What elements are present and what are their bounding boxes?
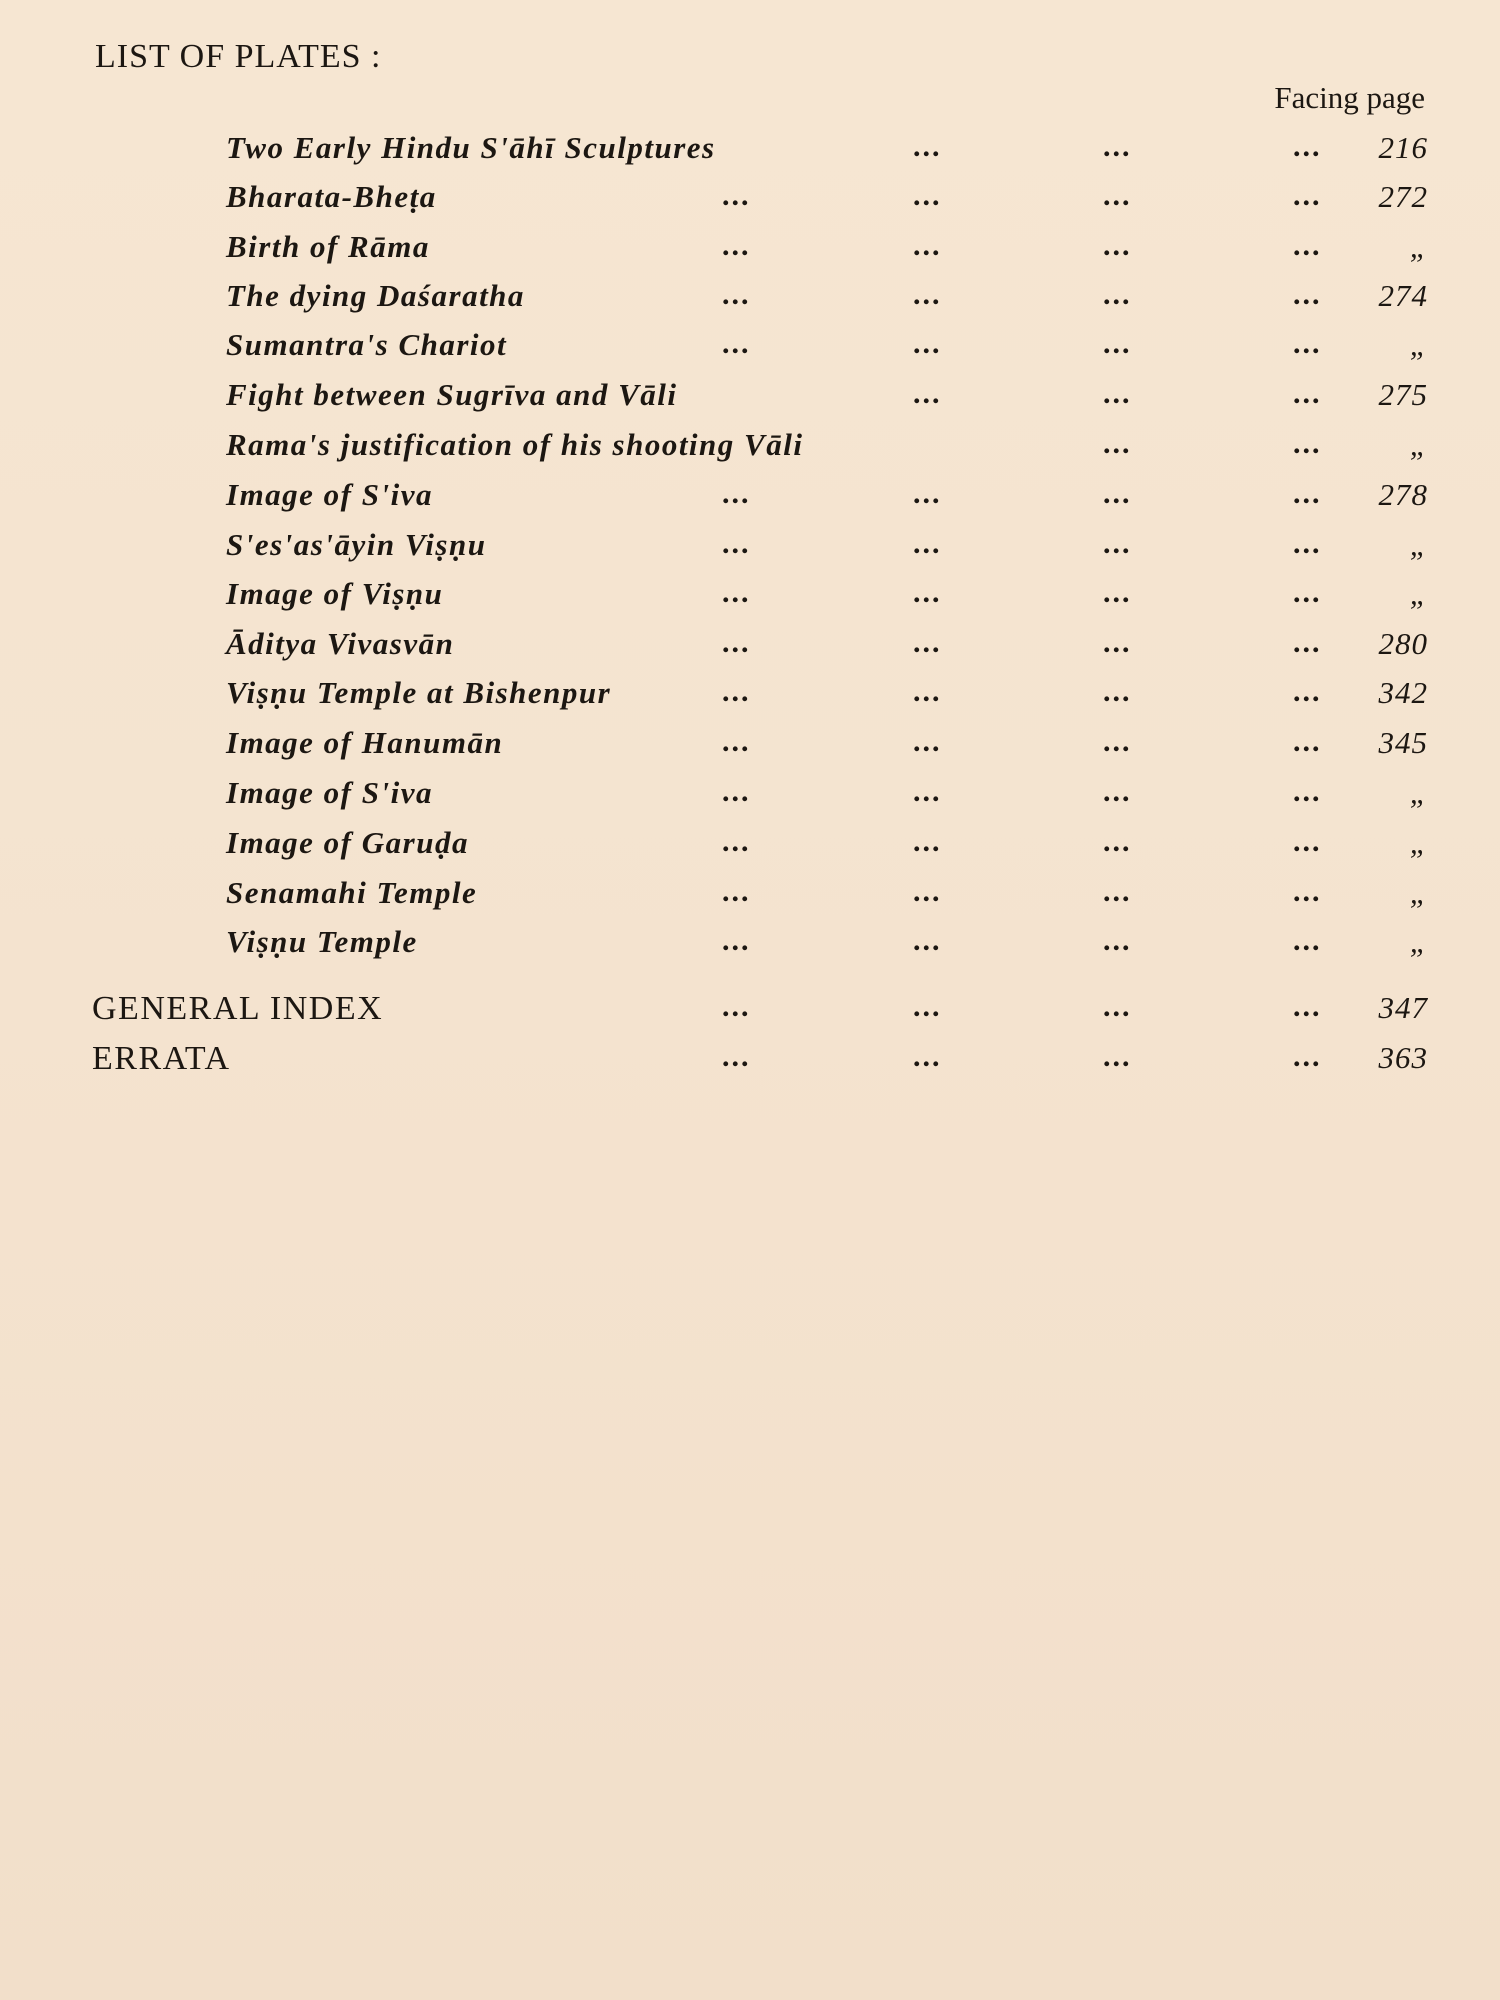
leader-dots: ... bbox=[722, 626, 751, 659]
leader-dots: ... bbox=[913, 825, 942, 858]
leader-dots: ... bbox=[1103, 1040, 1132, 1073]
page-number: 274 bbox=[1378, 278, 1428, 313]
leader-dots: ... bbox=[1293, 675, 1322, 708]
leader-dots: ... bbox=[1293, 1040, 1322, 1073]
leader-dots: ... bbox=[913, 875, 942, 908]
leader-dots: ... bbox=[1293, 327, 1322, 360]
leader-dots: ... bbox=[722, 825, 751, 858]
page-number: 272 bbox=[1378, 179, 1428, 214]
plate-title: Bharata-Bheṭa bbox=[226, 179, 437, 214]
plate-title: The dying Daśaratha bbox=[226, 278, 525, 313]
leader-dots: ... bbox=[913, 377, 942, 410]
leader-dots: ... bbox=[1103, 327, 1132, 360]
leader-dots: ... bbox=[913, 924, 942, 957]
plate-title: Sumantra's Chariot bbox=[226, 327, 508, 362]
leader-dots: ... bbox=[1293, 278, 1322, 311]
plate-title: Birth of Rāma bbox=[226, 229, 430, 264]
leader-dots: ... bbox=[913, 527, 942, 560]
leader-dots: ... bbox=[722, 775, 751, 808]
column-header: Facing page bbox=[1274, 80, 1425, 115]
plate-entry bbox=[0, 875, 1500, 921]
plate-entry bbox=[0, 377, 1500, 423]
page-number: 275 bbox=[1378, 377, 1428, 412]
plate-entry bbox=[0, 130, 1500, 176]
leader-dots: ... bbox=[1293, 725, 1322, 758]
plate-entry bbox=[0, 576, 1500, 622]
leader-dots: ... bbox=[722, 675, 751, 708]
section-title: GENERAL INDEX bbox=[92, 990, 384, 1027]
leader-dots: ... bbox=[913, 626, 942, 659]
plate-entry bbox=[0, 427, 1500, 473]
plate-title: Viṣṇu Temple bbox=[226, 924, 418, 959]
page-number: 363 bbox=[1378, 1040, 1428, 1075]
leader-dots: ... bbox=[1103, 875, 1132, 908]
page-number: „ bbox=[1409, 576, 1428, 611]
page-number: 278 bbox=[1378, 477, 1428, 512]
leader-dots: ... bbox=[1103, 924, 1132, 957]
plate-entry bbox=[0, 527, 1500, 573]
plate-title: Āditya Vivasvān bbox=[226, 626, 455, 661]
leader-dots: ... bbox=[913, 229, 942, 262]
leader-dots: ... bbox=[1293, 427, 1322, 460]
leader-dots: ... bbox=[722, 725, 751, 758]
page-number: „ bbox=[1409, 875, 1428, 910]
plate-title: Senamahi Temple bbox=[226, 875, 478, 910]
leader-dots: ... bbox=[1103, 775, 1132, 808]
leader-dots: ... bbox=[722, 527, 751, 560]
leader-dots: ... bbox=[1293, 179, 1322, 212]
leader-dots: ... bbox=[722, 1040, 751, 1073]
leader-dots: ... bbox=[913, 675, 942, 708]
plate-title: Image of S'iva bbox=[226, 775, 433, 810]
leader-dots: ... bbox=[913, 775, 942, 808]
leader-dots: ... bbox=[1103, 725, 1132, 758]
leader-dots: ... bbox=[722, 924, 751, 957]
page-number: 347 bbox=[1378, 990, 1428, 1025]
leader-dots: ... bbox=[722, 278, 751, 311]
section-title: ERRATA bbox=[92, 1040, 231, 1077]
leader-dots: ... bbox=[722, 179, 751, 212]
leader-dots: ... bbox=[913, 576, 942, 609]
page-number: „ bbox=[1409, 924, 1428, 959]
leader-dots: ... bbox=[1293, 990, 1322, 1023]
leader-dots: ... bbox=[913, 725, 942, 758]
leader-dots: ... bbox=[1293, 377, 1322, 410]
plate-title: Fight between Sugrīva and Vāli bbox=[226, 377, 678, 412]
leader-dots: ... bbox=[1293, 875, 1322, 908]
leader-dots: ... bbox=[722, 576, 751, 609]
plate-title: Rama's justification of his shooting Vāli bbox=[226, 427, 804, 462]
plate-entry bbox=[0, 775, 1500, 821]
list-heading: LIST OF PLATES : bbox=[95, 38, 382, 75]
leader-dots: ... bbox=[1103, 179, 1132, 212]
leader-dots: ... bbox=[722, 990, 751, 1023]
leader-dots: ... bbox=[722, 229, 751, 262]
section-entry bbox=[0, 1040, 1500, 1086]
leader-dots: ... bbox=[1103, 825, 1132, 858]
plate-entry bbox=[0, 725, 1500, 771]
plate-title: Two Early Hindu S'āhī Sculptures bbox=[226, 130, 716, 165]
leader-dots: ... bbox=[1293, 130, 1322, 163]
leader-dots: ... bbox=[1103, 990, 1132, 1023]
leader-dots: ... bbox=[1293, 626, 1322, 659]
leader-dots: ... bbox=[1293, 527, 1322, 560]
plate-title: S'es'as'āyin Viṣṇu bbox=[226, 527, 487, 562]
leader-dots: ... bbox=[1103, 477, 1132, 510]
plate-entry bbox=[0, 477, 1500, 523]
plate-entry bbox=[0, 825, 1500, 871]
leader-dots: ... bbox=[913, 179, 942, 212]
leader-dots: ... bbox=[1103, 278, 1132, 311]
leader-dots: ... bbox=[722, 875, 751, 908]
page-number: „ bbox=[1409, 327, 1428, 362]
plate-title: Image of S'iva bbox=[226, 477, 433, 512]
leader-dots: ... bbox=[1103, 130, 1132, 163]
plate-title: Image of Viṣṇu bbox=[226, 576, 444, 611]
leader-dots: ... bbox=[1103, 377, 1132, 410]
plate-entry bbox=[0, 327, 1500, 373]
plate-entry bbox=[0, 229, 1500, 275]
leader-dots: ... bbox=[1293, 924, 1322, 957]
plate-entry bbox=[0, 626, 1500, 672]
plate-title: Viṣṇu Temple at Bishenpur bbox=[226, 675, 612, 710]
plate-entry bbox=[0, 675, 1500, 721]
plate-entry bbox=[0, 924, 1500, 970]
page-number: 342 bbox=[1378, 675, 1428, 710]
leader-dots: ... bbox=[913, 477, 942, 510]
plate-title: Image of Hanumān bbox=[226, 725, 504, 760]
page-number: „ bbox=[1409, 825, 1428, 860]
leader-dots: ... bbox=[1293, 825, 1322, 858]
leader-dots: ... bbox=[913, 990, 942, 1023]
leader-dots: ... bbox=[913, 327, 942, 360]
leader-dots: ... bbox=[1103, 675, 1132, 708]
page-number: „ bbox=[1409, 775, 1428, 810]
page-number: „ bbox=[1409, 427, 1428, 462]
leader-dots: ... bbox=[722, 477, 751, 510]
section-entry bbox=[0, 990, 1500, 1036]
leader-dots: ... bbox=[1293, 576, 1322, 609]
page-number: 280 bbox=[1378, 626, 1428, 661]
leader-dots: ... bbox=[1293, 775, 1322, 808]
page-number: 216 bbox=[1378, 130, 1428, 165]
plate-title: Image of Garuḍa bbox=[226, 825, 469, 860]
leader-dots: ... bbox=[1103, 626, 1132, 659]
leader-dots: ... bbox=[1103, 527, 1132, 560]
leader-dots: ... bbox=[1293, 229, 1322, 262]
leader-dots: ... bbox=[1293, 477, 1322, 510]
leader-dots: ... bbox=[1103, 229, 1132, 262]
leader-dots: ... bbox=[913, 278, 942, 311]
page-number: 345 bbox=[1378, 725, 1428, 760]
leader-dots: ... bbox=[1103, 576, 1132, 609]
page-number: „ bbox=[1409, 527, 1428, 562]
leader-dots: ... bbox=[913, 1040, 942, 1073]
plate-entry bbox=[0, 179, 1500, 225]
leader-dots: ... bbox=[722, 327, 751, 360]
page-number: „ bbox=[1409, 229, 1428, 264]
leader-dots: ... bbox=[1103, 427, 1132, 460]
leader-dots: ... bbox=[913, 130, 942, 163]
plate-entry bbox=[0, 278, 1500, 324]
